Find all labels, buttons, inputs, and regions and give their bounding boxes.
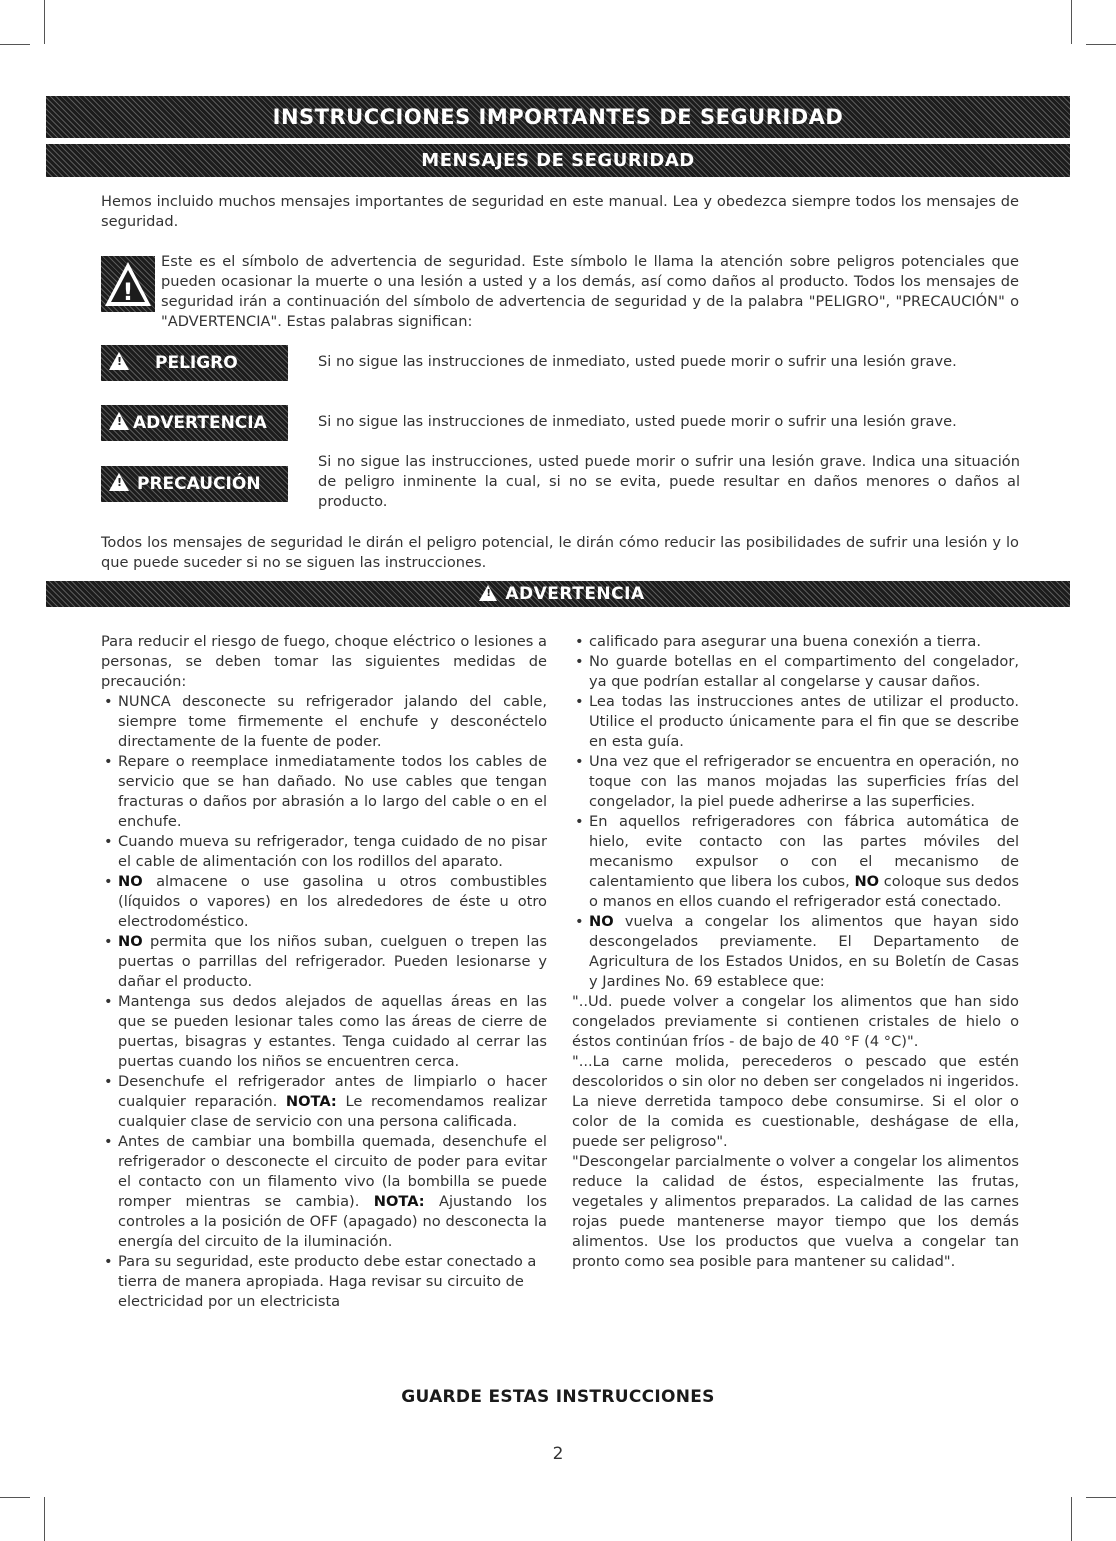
list-item: • En aquellos refrigeradores con fábrica automática de hielo, evite contacto con las partes móviles del mecanismo expulsor o con el mecanismo de calentamiento que libera los cubos, NO coloque sus dedos o manos en ellos cuando el refrigerador está conectado. (572, 812, 1019, 912)
warning-badge (101, 405, 288, 441)
list-item: • Antes de cambiar una bombilla quemada, desenchufe el refrigerador o desconecte el circuito de poder para evitar el contacto con un filamento vivo (la bombilla se puede romper mientras se cambia). NOTA: Ajustando los controles a la posición de OFF (apagado) no desconecta la energía del circuito de la iluminación. (101, 1132, 547, 1252)
list-item-continuation: • calificado para asegurar una buena conexión a tierra. (572, 632, 1019, 652)
main-title-bar (46, 96, 1070, 138)
save-instructions-heading: GUARDE ESTAS INSTRUCCIONES (401, 1387, 715, 1407)
crop-mark (0, 44, 30, 45)
sub-title: MENSAJES DE SEGURIDAD (421, 150, 695, 171)
danger-badge (101, 345, 288, 381)
warning-bar (46, 581, 1070, 607)
left-lead: Para reducir el riesgo de fuego, choque eléctrico o lesiones a personas, se deben tomar las siguientes medidas de precaución: (101, 633, 547, 690)
page-number: 2 (552, 1444, 564, 1464)
list-item: • NUNCA desconecte su refrigerador jalando del cable, siempre tome firmemente el enchufe y desconéctelo directamente de la fuente de poder. (101, 692, 547, 752)
warning-triangle-icon: ! (109, 473, 129, 491)
warning-triangle-icon: ! (109, 412, 129, 430)
danger-label: PELIGRO (155, 353, 238, 373)
crop-mark (1086, 1497, 1116, 1498)
list-item: • Lea todas las instrucciones antes de utilizar el producto. Utilice el producto únicamente para el fin que se describe en esta guía. (572, 692, 1019, 752)
crop-mark (0, 1497, 30, 1498)
sub-title-bar (46, 144, 1070, 177)
quote-paragraph: "..Ud. puede volver a congelar los alimentos que han sido congelados previamente si contienen cristales de hielo o éstos continúan fríos - de bajo de 40 °F (4 °C)". (572, 993, 1019, 1050)
caution-text: Si no sigue las instrucciones, usted puede morir o sufrir una lesión grave. Indica una situación de peligro inminente la cual, si no se evita, puede resultar en daños menores o daños al producto. (318, 453, 1020, 510)
warning-triangle-icon (101, 256, 155, 312)
list-item: • NO vuelva a congelar los alimentos que hayan sido descongelados previamente. El Departamento de Agricultura de los Estados Unidos, en su Boletín de Casas y Jardines No. 69 establece que: (572, 912, 1019, 992)
list-item: • NO permita que los niños suban, cuelguen o trepen las puertas o parrillas del refrigerador. Pueden lesionarse y dañar el producto. (101, 932, 547, 992)
closing-paragraph: Todos los mensajes de seguridad le dirán el peligro potencial, le dirán cómo reducir las posibilidades de sufrir una lesión y lo que puede suceder si no se siguen las instrucciones. (101, 534, 1019, 571)
right-column (572, 632, 1019, 1272)
left-list (101, 692, 547, 1312)
caution-badge (101, 466, 288, 502)
crop-mark (1086, 44, 1116, 45)
list-item: • Repare o reemplace inmediatamente todos los cables de servicio que se han dañado. No use cables que tengan fracturas o daños por abrasión a lo largo del cable o en el enchufe. (101, 752, 547, 832)
main-title: INSTRUCCIONES IMPORTANTES DE SEGURIDAD (272, 105, 844, 129)
crop-mark (1071, 0, 1072, 44)
intro-paragraph: Hemos incluido muchos mensajes importantes de seguridad en este manual. Lea y obedezca siempre todos los mensajes de seguridad. (101, 193, 1019, 230)
list-item: • Mantenga sus dedos alejados de aquellas áreas en las que se pueden lesionar tales como las áreas de cierre de puertas, bisagras y estantes. Tenga cuidado al cerrar las puertas cuando los niños se encuentren cerca. (101, 992, 547, 1072)
warning-triangle-icon: ! (109, 352, 129, 370)
caution-label: PRECAUCIÓN (137, 474, 261, 494)
list-item: • Una vez que el refrigerador se encuentra en operación, no toque con las manos mojadas las superficies frías del congelador, la piel puede adherirse a las superficies. (572, 752, 1019, 812)
danger-text: Si no sigue las instrucciones de inmediato, usted puede morir o sufrir una lesión grave. (318, 353, 957, 370)
list-item: • Para su seguridad, este producto debe estar conectado a tierra de manera apropiada. Haga revisar su circuito de electricidad por un electricista (101, 1252, 547, 1312)
list-item: • Desenchufe el refrigerador antes de limpiarlo o hacer cualquier reparación. NOTA: Le recomendamos realizar cualquier clase de servicio con una persona calificada. (101, 1072, 547, 1132)
list-item: • Cuando mueva su refrigerador, tenga cuidado de no pisar el cable de alimentación con los rodillos del aparato. (101, 832, 547, 872)
warning-text: Si no sigue las instrucciones de inmediato, usted puede morir o sufrir una lesión grave. (318, 413, 957, 430)
crop-mark (44, 0, 45, 44)
right-list (572, 632, 1019, 992)
list-item: • NO almacene o use gasolina u otros combustibles (líquidos o vapores) en los alrededores de éste u otro electrodoméstico. (101, 872, 547, 932)
crop-mark (1071, 1497, 1072, 1541)
quote-paragraph: "...La carne molida, perecederos o pescado que estén descoloridos o sin olor no deben ser congelados ni ingeridos. La nieve derretida tampoco debe consumirse. Si el olor o color de la comida es cuestionable, deshágase de ella, puede ser peligroso". (572, 1053, 1019, 1150)
list-item: • No guarde botellas en el compartimento del congelador, ya que podrían estallar al congelarse y causar daños. (572, 652, 1019, 692)
warning-bar-label: ADVERTENCIA (505, 584, 645, 604)
quote-paragraph: "Descongelar parcialmente o volver a congelar los alimentos reduce la calidad de éstos, especialmente las frutas, vegetales y alimentos preparados. La calidad de las carnes rojas puede mantenerse mayor tiempo que los demás alimentos. Use los productos que vuelva a congelar tan pronto como sea posible para mantener su calidad". (572, 1153, 1019, 1270)
crop-mark (44, 1497, 45, 1541)
left-column (101, 632, 547, 1312)
safety-alert-icon (101, 256, 155, 312)
warning-label: ADVERTENCIA (133, 413, 267, 433)
exclamation-glyph: ! (122, 278, 134, 306)
symbol-paragraph: Este es el símbolo de advertencia de seguridad. Este símbolo le llama la atención sobre peligros potenciales que pueden ocasionar la muerte o una lesión a usted y a los demás, así como daños al producto. Todos los mensajes de seguridad irán a continuación del símbolo de advertencia de seguridad y de la palabra "PELIGRO", "PRECAUCIÓN" o "ADVERTENCIA". Estas palabras significan: (161, 253, 1019, 330)
warning-triangle-icon: ! (479, 585, 497, 601)
